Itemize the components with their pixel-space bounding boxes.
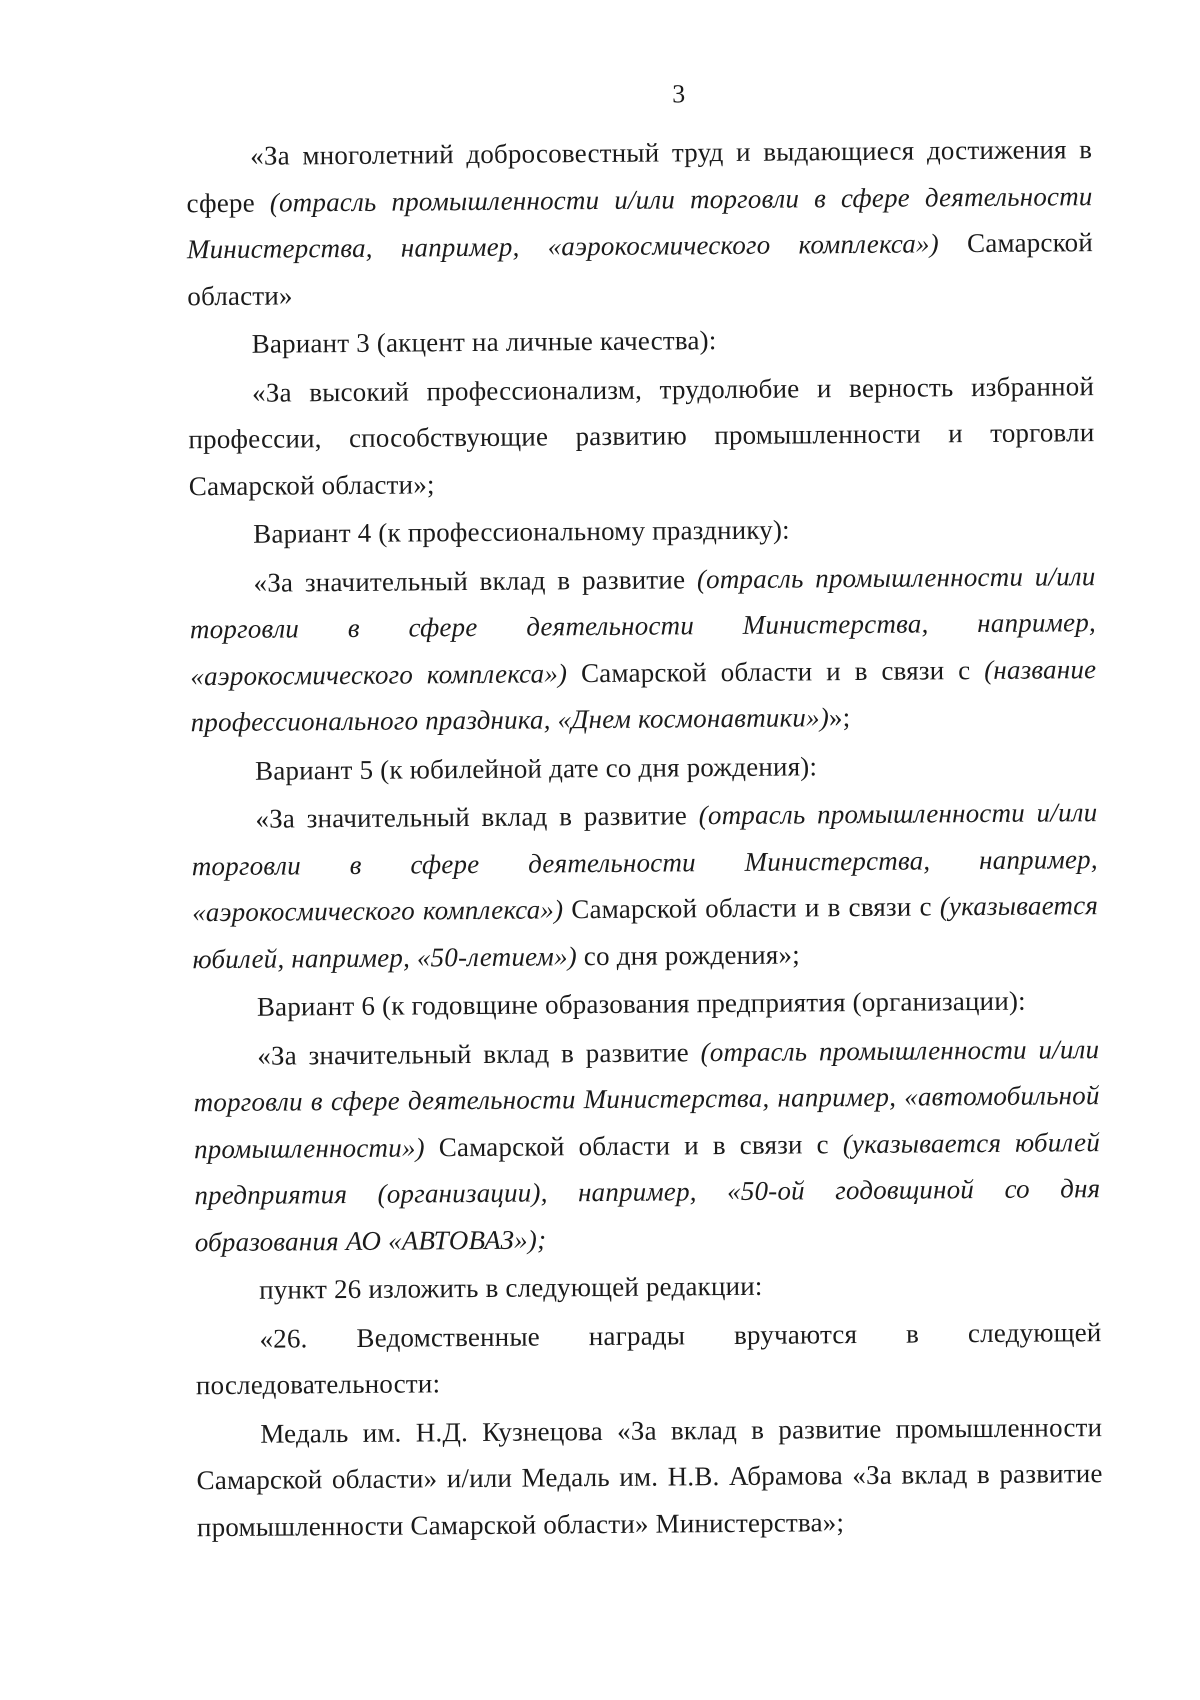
paragraph-text: »; xyxy=(828,702,851,733)
paragraph-text: Самарской области и в связи с xyxy=(563,891,940,925)
paragraph-text: Вариант 3 (акцент на личные качества): xyxy=(251,325,717,359)
paragraph-text: Самарской области и в связи с xyxy=(567,654,985,688)
italic-placeholder-text: (отрасль промышленности и/или торговли в сфере деятельности Министерства, например, «автомобильной промышленности») xyxy=(193,1033,1100,1164)
paragraph-text: Вариант 6 (к годовщине образования предприятия (организации): xyxy=(256,985,1026,1022)
paragraph-text: пункт 26 изложить в следующей редакции: xyxy=(259,1270,763,1305)
paragraph-text: Медаль им. Н.Д. Кузнецова «За вклад в развитие промышленности Самарской области» и/или Медаль им. Н.В. Абрамова «За вклад в развитие промышленности Самарской области» Министерства»; xyxy=(196,1411,1103,1542)
paragraph-text: Самарской области» xyxy=(187,227,1094,311)
italic-placeholder-text: (указывается юбилей предприятия (организации), например, «50-ой годовщиной со дня образования АО «АВТОВАЗ»); xyxy=(194,1126,1101,1257)
paragraph xyxy=(189,504,1095,558)
paragraph-text: со дня рождения»; xyxy=(576,938,800,971)
document-body xyxy=(186,126,1103,1552)
italic-placeholder-text: (отрасль промышленности и/или торговли в сфере деятельности Министерства, например, «аэрокосмического комплекса») xyxy=(191,797,1098,928)
paragraph xyxy=(191,789,1098,982)
paragraph xyxy=(195,1309,1102,1409)
page-number: 3 xyxy=(672,79,686,109)
paragraph-text: «За значительный вклад в развитие xyxy=(257,1036,701,1071)
paragraph-text: «За многолетний добросовестный труд и выдающиеся достижения в сфере xyxy=(186,134,1093,218)
italic-placeholder-text: (указывается юбилей, например, «50-летием») xyxy=(192,890,1099,974)
paragraph xyxy=(196,1404,1103,1551)
paragraph-text: «26. Ведомственные награды вручаются в следующей последовательности: xyxy=(195,1316,1102,1401)
paragraph xyxy=(188,314,1094,368)
italic-placeholder-text: (название профессионального праздника, «Днем космонавтики») xyxy=(190,653,1097,738)
italic-placeholder-text: (отрасль промышленности и/или торговли в сфере деятельности Министерства, например, «аэрокосмического комплекса») xyxy=(186,180,1093,265)
paragraph xyxy=(195,1260,1101,1314)
paragraph-text: Самарской области и в связи с xyxy=(424,1128,843,1162)
paragraph xyxy=(186,126,1093,319)
paragraph xyxy=(188,363,1095,510)
paragraph xyxy=(193,977,1099,1031)
paragraph xyxy=(189,553,1096,746)
paragraph-text: Вариант 5 (к юбилейной дате со дня рождения): xyxy=(254,750,818,786)
paragraph xyxy=(191,741,1097,795)
paragraph-text: «За высокий профессионализм, трудолюбие и верность избранной профессии, способствующие развитию промышленности и торговли Самарской области»; xyxy=(188,370,1095,501)
paragraph xyxy=(193,1026,1101,1266)
italic-placeholder-text: (отрасль промышленности и/или торговли в сфере деятельности Министерства, например, «аэрокосмического комплекса») xyxy=(189,560,1097,691)
paragraph-text: «За значительный вклад в развитие xyxy=(255,800,699,834)
paragraph-text: «За значительный вклад в развитие xyxy=(253,563,697,598)
paragraph-text: Вариант 4 (к профессиональному празднику): xyxy=(253,514,790,549)
